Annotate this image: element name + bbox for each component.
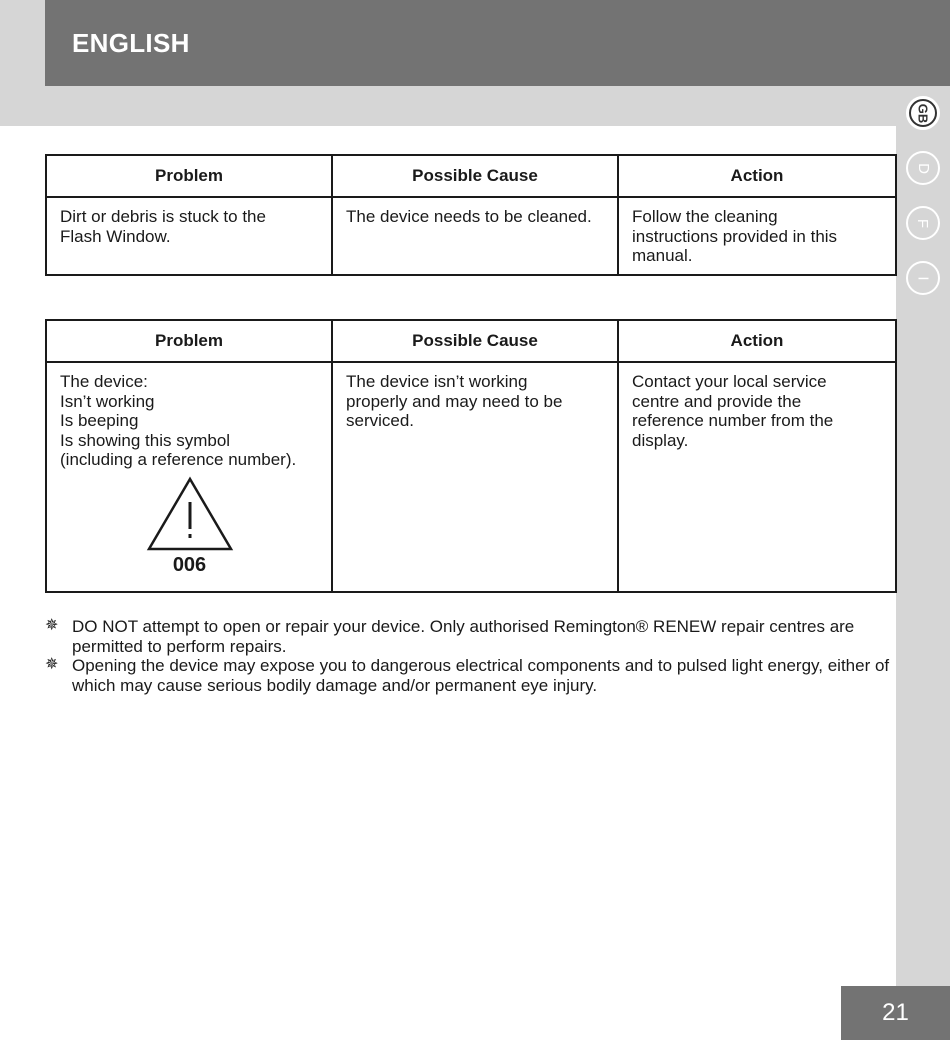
cause-cell: The device isn’t working properly and may need to be serviced. — [332, 362, 618, 592]
language-tab-label: GB — [915, 103, 931, 123]
safety-note — [45, 617, 890, 656]
safety-note — [45, 656, 890, 695]
problem-cell — [46, 362, 332, 592]
cause-cell: The device needs to be cleaned. — [332, 197, 618, 275]
table-header-row — [46, 155, 896, 197]
language-tab-label: I — [914, 275, 932, 281]
safety-notes — [45, 617, 890, 695]
warning-star-icon: ✵ — [45, 617, 59, 634]
warning-symbol — [60, 476, 319, 577]
header-action: Action — [618, 155, 896, 197]
table-row — [46, 197, 896, 275]
language-tab-f[interactable] — [906, 206, 940, 240]
table-header-row — [46, 320, 896, 362]
warning-triangle-icon — [146, 476, 234, 552]
header-problem: Problem — [46, 320, 332, 362]
note-text: Opening the device may expose you to dangerous electrical components and to pulsed light energy, either of which may cause serious bodily damage and/or permanent eye injury. — [72, 656, 890, 695]
language-tab-gb[interactable] — [906, 96, 940, 130]
problem-cell: Dirt or debris is stuck to the Flash Window. — [46, 197, 332, 275]
language-tab-label: F — [914, 218, 932, 228]
note-text: DO NOT attempt to open or repair your device. Only authorised Remington® RENEW repair centres are permitted to perform repairs. — [72, 617, 855, 656]
troubleshooting-table-1 — [45, 154, 897, 276]
language-tab-d[interactable] — [906, 151, 940, 185]
warning-star-icon: ✵ — [45, 656, 59, 674]
header-problem: Problem — [46, 155, 332, 197]
action-cell: Contact your local service centre and provide the reference number from the display. — [618, 362, 896, 592]
language-tab-label: D — [914, 162, 932, 174]
language-tab-i[interactable] — [906, 261, 940, 295]
header-possible-cause: Possible Cause — [332, 320, 618, 362]
problem-text: The device: Isn’t working Is beeping Is showing this symbol (including a reference number). — [60, 372, 297, 470]
header-possible-cause: Possible Cause — [332, 155, 618, 197]
header-action: Action — [618, 320, 896, 362]
table-row — [46, 362, 896, 592]
action-cell: Follow the cleaning instructions provided in this manual. — [618, 197, 896, 275]
page-number: 21 — [841, 986, 950, 1040]
page-title: ENGLISH — [72, 28, 190, 58]
reference-number: 006 — [172, 553, 207, 576]
troubleshooting-table-2 — [45, 319, 897, 593]
